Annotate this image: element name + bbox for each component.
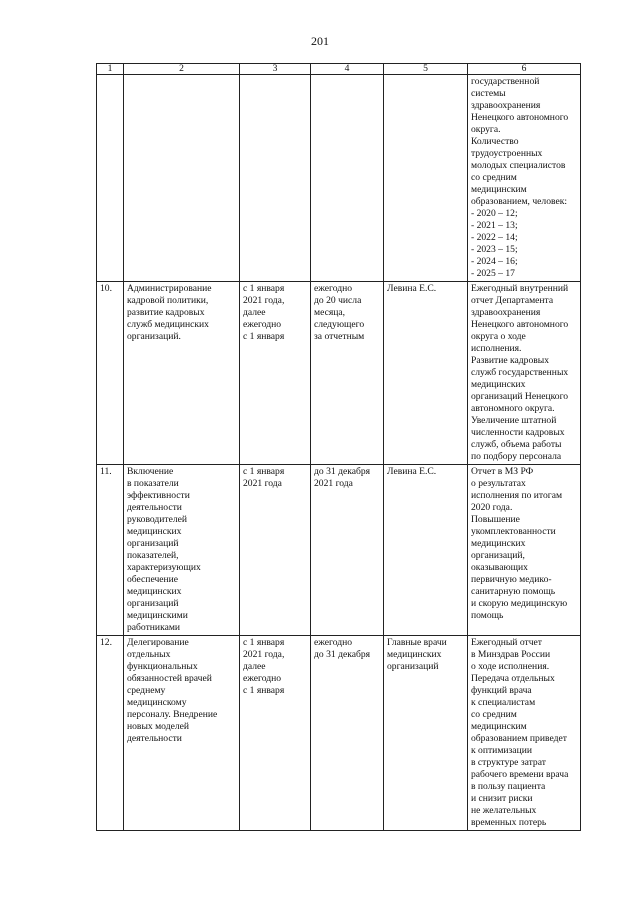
- measure-cell: [124, 75, 240, 282]
- table-row: [97, 75, 581, 282]
- table-row: [97, 465, 581, 636]
- measure-cell: Делегирование отдельных функциональных обязанностей врачей среднему медицинскому персоналу. Внедрение новых моделей деятельности: [124, 636, 240, 831]
- header-col-4: 4: [311, 64, 384, 75]
- header-col-3: 3: [240, 64, 311, 75]
- result-cell: Отчет в МЗ РФ о результатах исполнения по итогам 2020 года. Повышение укомплектованности медицинских организаций, оказывающих первичную медико- санитарную помощь и скорую медицинскую помощь: [468, 465, 581, 636]
- result-cell: Ежегодный внутренний отчет Департамента здравоохранения Ненецкого автономного округа о ходе исполнения. Развитие кадровых служб государственных медицинских организаций Ненецкого автономного округа. Увеличение штатной численности кадровых служб, объема работы по подбору персонала: [468, 282, 581, 465]
- row-number: 10.: [97, 282, 124, 465]
- table-row: [97, 636, 581, 831]
- plan-table: [96, 63, 581, 831]
- measure-cell: Включение в показатели эффективности деятельности руководителей медицинских организаций показателей, характеризующих обеспечение медицинских организаций медицинскими работниками: [124, 465, 240, 636]
- period-cell: ежегодно до 31 декабря: [311, 636, 384, 831]
- result-cell: Ежегодный отчет в Минздрав России о ходе исполнения. Передача отдельных функций врача к специалистам со средним медицинским образованием приведет к оптимизации в структуре затрат рабочего времени врача в пользу пациента и снизит риски не желательных временных потерь: [468, 636, 581, 831]
- row-number: 11.: [97, 465, 124, 636]
- start-date-cell: с 1 января 2021 года: [240, 465, 311, 636]
- header-col-6: 6: [468, 64, 581, 75]
- responsible-cell: Левина Е.С.: [384, 282, 468, 465]
- period-cell: до 31 декабря 2021 года: [311, 465, 384, 636]
- header-col-2: 2: [124, 64, 240, 75]
- table-header-row: [97, 64, 581, 75]
- responsible-cell: Левина Е.С.: [384, 465, 468, 636]
- row-number: [97, 75, 124, 282]
- start-date-cell: с 1 января 2021 года, далее ежегодно с 1 января: [240, 636, 311, 831]
- row-number: 12.: [97, 636, 124, 831]
- result-cell: государственной системы здравоохранения Ненецкого автономного округа. Количество трудоустроенных молодых специалистов со средним медицинским образованием, человек: - 2020 – 12; - 2021 – 13; - 2022 – 14; - 2023 – 15; - 2024 – 16; - 2025 – 17: [468, 75, 581, 282]
- table-row: [97, 282, 581, 465]
- header-col-5: 5: [384, 64, 468, 75]
- measure-cell: Администрирование кадровой политики, развитие кадровых служб медицинских организаций.: [124, 282, 240, 465]
- responsible-cell: [384, 75, 468, 282]
- header-col-1: 1: [97, 64, 124, 75]
- period-cell: ежегодно до 20 числа месяца, следующего за отчетным: [311, 282, 384, 465]
- period-cell: [311, 75, 384, 282]
- responsible-cell: Главные врачи медицинских организаций: [384, 636, 468, 831]
- start-date-cell: [240, 75, 311, 282]
- page-number: 201: [311, 34, 329, 48]
- start-date-cell: с 1 января 2021 года, далее ежегодно с 1 января: [240, 282, 311, 465]
